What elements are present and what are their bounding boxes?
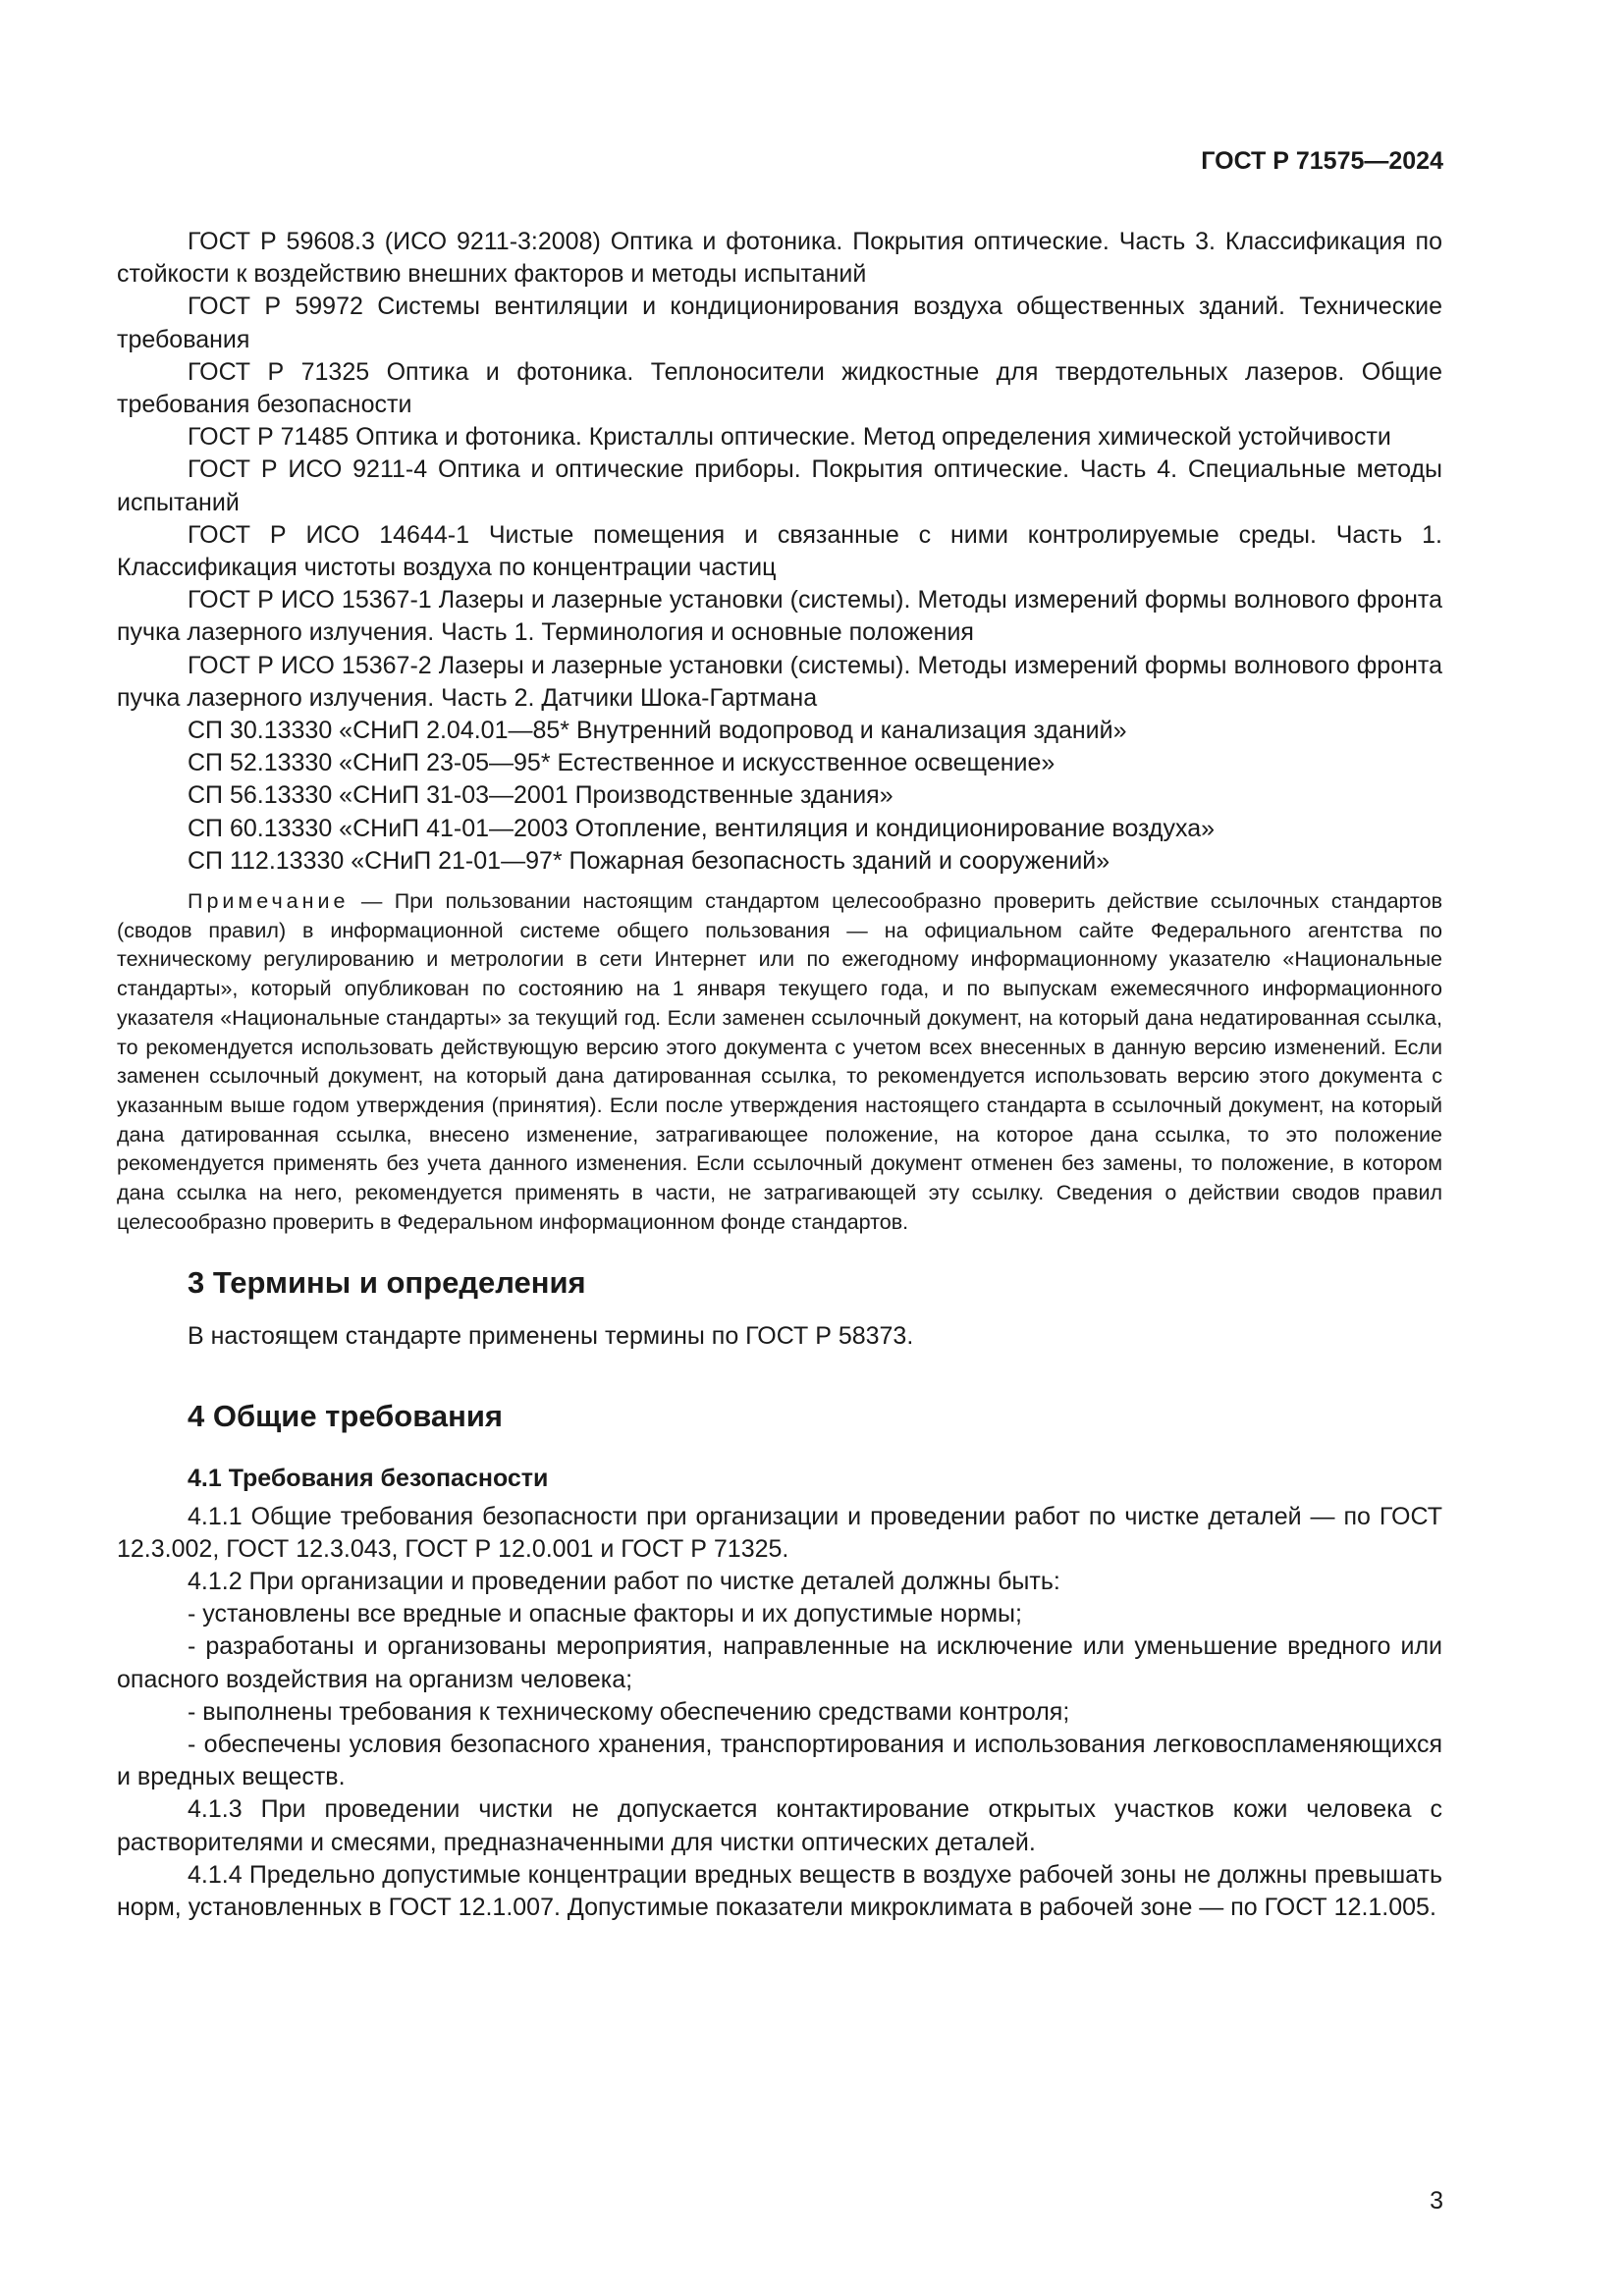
paragraph: 4.1.4 Предельно допустимые концентрации вредных веществ в воздухе рабочей зоны не должны превышать норм, установленных в ГОСТ 12.1.007. Допустимые показатели микроклимата в рабочей зоне — по ГОСТ 12.1.005. <box>117 1860 1442 1921</box>
sp-reference-item: СП 112.13330 «СНиП 21-01—97* Пожарная безопасность зданий и сооружений» <box>188 846 1110 875</box>
reference-item: ГОСТ Р ИСО 14644-1 Чистые помещения и связанные с ними контролируемые среды. Часть 1. Классификация чистоты воздуха по концентрации частиц <box>117 520 1442 582</box>
reference-item: ГОСТ Р 59608.3 (ИСО 9211-3:2008) Оптика и фотоника. Покрытия оптические. Часть 3. Классификация по стойкости к воздействию внешних факторов и методы испытаний <box>117 228 1442 289</box>
reference-item: ГОСТ Р 71325 Оптика и фотоника. Теплоносители жидкостные для твердотельных лазеров. Общие требования безопасности <box>117 357 1442 419</box>
section-4-heading: 4 Общие требования <box>188 1398 503 1433</box>
sp-reference-item: СП 60.13330 «СНиП 41-01—2003 Отопление, вентиляция и кондиционирование воздуха» <box>188 814 1216 842</box>
paragraph: 4.1.3 При проведении чистки не допускается контактирование открытых участков кожи человека с растворителями и смесями, предназначенными для чистки оптических деталей. <box>117 1795 1442 1856</box>
page-content <box>117 226 1442 1924</box>
page-number: 3 <box>1430 2187 1443 2215</box>
document-code-header: ГОСТ Р 71575—2024 <box>1201 147 1443 175</box>
sp-reference-item: СП 30.13330 «СНиП 2.04.01—85* Внутренний водопровод и канализация зданий» <box>188 717 1127 745</box>
note-text: — При пользовании настоящим стандартом целесообразно проверить действие ссылочных стандартов (сводов правил) в информационной системе общего пользования — на официальном сайте Федерального агентства по техническому регулированию и метрологии в сети Интернет или по ежегодному информационному указателю «Национальные стандарты», который опубликован по состоянию на 1 января текущего года, и по выпускам ежемесячного информационного указателя «Национальные стандарты» за текущий год. Если заменен ссылочный документ, на который дана недатированная ссылка, то рекомендуется использовать действующую версию этого документа с учетом всех внесенных в данную версию изменений. Если заменен ссылочный документ, на который дана датированная ссылка, то рекомендуется использовать версию этого документа с указанным выше годом утверждения (принятия). Если после утверждения настоящего стандарта в ссылочный документ, на который дана датированная ссылка, внесено изменение, затрагивающее положение, на которое дана ссылка, то это положение рекомендуется применять без учета данного изменения. Если ссылочный документ отменен без замены, то положение, в котором дана ссылка на него, рекомендуется применять в части, не затрагивающей эту ссылку. Сведения о действии сводов правил целесообразно проверить в Федеральном информационном фонде стандартов. <box>117 889 1442 1234</box>
list-item: - разработаны и организованы мероприятия, направленные на исключение или уменьшение вредного или опасного воздействия на организм человека; <box>117 1632 1442 1693</box>
sp-reference-item: СП 56.13330 «СНиП 31-03—2001 Производственные здания» <box>188 781 893 810</box>
sp-reference-item: СП 52.13330 «СНиП 23-05—95* Естественное и искусственное освещение» <box>188 749 1056 777</box>
paragraph: 4.1.1 Общие требования безопасности при организации и проведении работ по чистке деталей — по ГОСТ 12.3.002, ГОСТ 12.3.043, ГОСТ Р 12.0.001 и ГОСТ Р 71325. <box>117 1502 1442 1563</box>
reference-item: ГОСТ Р ИСО 15367-1 Лазеры и лазерные установки (системы). Методы измерений формы волнового фронта пучка лазерного излучения. Часть 1. Терминология и основные положения <box>117 586 1442 647</box>
normative-references-list <box>117 226 1442 878</box>
list-item: - выполнены требования к техническому обеспечению средствами контроля; <box>188 1697 1070 1726</box>
subsection-4-1-heading: 4.1 Требования безопасности <box>188 1464 549 1492</box>
section-3-text: В настоящем стандарте применены термины по ГОСТ Р 58373. <box>188 1321 914 1350</box>
list-item: - установлены все вредные и опасные факторы и их допустимые нормы; <box>188 1600 1022 1629</box>
note-paragraph <box>117 887 1442 1237</box>
reference-item: ГОСТ Р ИСО 9211-4 Оптика и оптические приборы. Покрытия оптические. Часть 4. Специальные методы испытаний <box>117 455 1442 516</box>
reference-item: ГОСТ Р ИСО 15367-2 Лазеры и лазерные установки (системы). Методы измерений формы волнового фронта пучка лазерного излучения. Часть 2. Датчики Шока-Гартмана <box>117 651 1442 712</box>
note-label: Примечание <box>188 889 350 914</box>
section-3-heading: 3 Термины и определения <box>188 1264 586 1300</box>
list-item: - обеспечены условия безопасного хранения, транспортирования и использования легковоспламеняющихся и вредных веществ. <box>117 1730 1442 1791</box>
reference-item: ГОСТ Р 59972 Системы вентиляции и кондиционирования воздуха общественных зданий. Технические требования <box>117 293 1442 353</box>
reference-item: ГОСТ Р 71485 Оптика и фотоника. Кристаллы оптические. Метод определения химической устойчивости <box>188 423 1391 452</box>
paragraph: 4.1.2 При организации и проведении работ по чистке деталей должны быть: <box>188 1567 1060 1595</box>
section-4-body <box>117 1501 1442 1925</box>
